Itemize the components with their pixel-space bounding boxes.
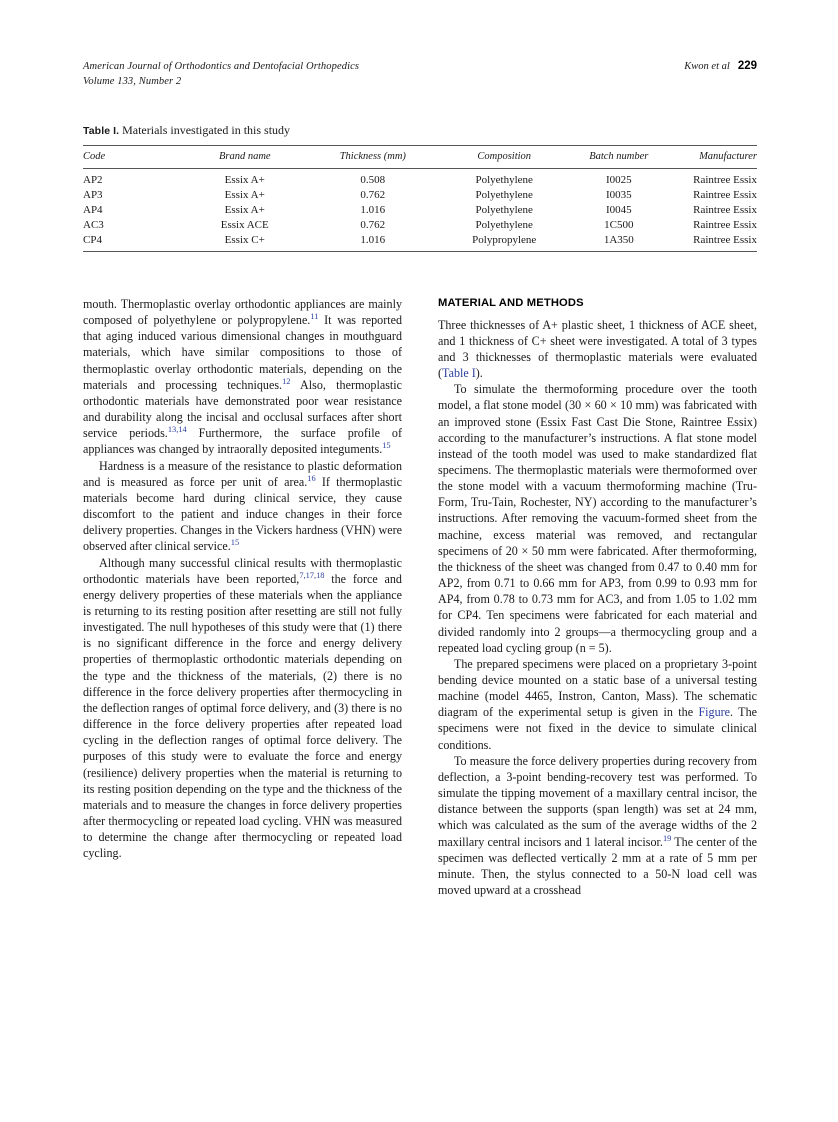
cell-batch: I0025 xyxy=(605,173,632,186)
cell-brand: Essix A+ xyxy=(224,173,265,186)
citation-ref[interactable]: 15 xyxy=(382,441,391,451)
cell-brand: Essix ACE xyxy=(220,218,269,231)
paragraph-continued xyxy=(83,296,402,458)
left-column xyxy=(83,296,402,898)
journal-title-block xyxy=(83,60,359,90)
table-body xyxy=(83,168,757,251)
cell-composition: Polyethylene xyxy=(475,173,533,186)
paragraph-hardness xyxy=(83,458,402,555)
running-head xyxy=(83,60,757,90)
cell-manufacturer: Raintree Essix xyxy=(693,188,757,201)
table-caption xyxy=(83,122,757,140)
right-column xyxy=(438,296,757,898)
para-text: The prepared specimens were placed on a proprietary 3-point bending device mounted on a static base of a universal testing machine (model 4465, Instron, Canton, Mass). The schematic diagram of the experimental setup is given in the xyxy=(438,656,757,720)
cell-brand: Essix A+ xyxy=(224,188,265,201)
citation-ref[interactable]: 12 xyxy=(282,376,291,386)
cell-batch: 1A350 xyxy=(603,233,634,246)
cell-composition: Polypropylene xyxy=(472,233,537,246)
citation-ref[interactable]: 15 xyxy=(230,538,240,548)
column-header-batch: Batch number xyxy=(568,145,669,168)
cell-code: AP3 xyxy=(83,188,103,201)
cell-code: AC3 xyxy=(83,218,104,231)
cell-manufacturer: Raintree Essix xyxy=(693,233,757,246)
para-text: It was reported that aging induced various dimensional changes in mouthguard materials, which have similar compositions to those of thermoplastic overlay orthodontic materials, depending on the materials and processing techniques. xyxy=(83,313,403,392)
citation-ref[interactable]: 11 xyxy=(310,312,319,322)
citation-ref[interactable]: 16 xyxy=(307,473,316,483)
page-number: 229 xyxy=(737,60,757,72)
cell-code: AP2 xyxy=(83,173,103,186)
citation-ref[interactable]: 7,17,18 xyxy=(299,570,325,580)
table-row xyxy=(83,202,757,217)
cell-thickness: 0.762 xyxy=(360,218,386,231)
section-heading-material-and-methods: MATERIAL AND METHODS xyxy=(438,297,584,309)
para-text: . The specimens were not fixed in the device to simulate clinical conditions. xyxy=(438,705,757,752)
para-text: ). xyxy=(475,366,483,381)
cell-composition: Polyethylene xyxy=(475,188,533,201)
table-header xyxy=(83,145,757,168)
para-text: mouth. Thermoplastic overlay orthodontic appliances are mainly composed of polyethylene or polypropylene. xyxy=(83,297,402,328)
table-row xyxy=(83,232,757,251)
column-header-thickness: Thickness (mm) xyxy=(305,145,440,168)
table-row xyxy=(83,217,757,232)
table-row xyxy=(83,187,757,202)
journal-volume-issue: Volume 133, Number 2 xyxy=(83,75,182,87)
cell-code: CP4 xyxy=(83,233,102,246)
cell-batch: I0045 xyxy=(605,203,632,216)
materials-table xyxy=(83,145,757,252)
running-head-authors: Kwon et al xyxy=(684,61,730,72)
para-text: Although many successful clinical results with thermoplastic orthodontic materials have been reported, xyxy=(83,555,402,586)
table-block xyxy=(83,122,757,252)
cell-manufacturer: Raintree Essix xyxy=(693,173,757,186)
paragraph-materials xyxy=(438,317,757,382)
cell-code: AP4 xyxy=(83,203,103,216)
cell-brand: Essix A+ xyxy=(224,203,265,216)
paragraph-hypotheses xyxy=(83,555,402,862)
column-header-manufacturer: Manufacturer xyxy=(669,145,757,168)
column-header-brand: Brand name xyxy=(184,145,305,168)
citation-ref[interactable]: 13,14 xyxy=(167,425,187,435)
para-text: Also, thermoplastic orthodontic materials have demonstrated poor wear resistance and durability along the incisal and occlusal surfaces after short service periods. xyxy=(83,377,402,441)
table-i-link[interactable]: Table I xyxy=(442,366,476,381)
figure-link[interactable]: Figure xyxy=(698,705,731,720)
cell-brand: Essix C+ xyxy=(224,233,265,246)
running-head-right xyxy=(684,60,757,72)
cell-composition: Polyethylene xyxy=(475,218,533,231)
body-columns xyxy=(83,296,757,898)
paragraph-bending-device xyxy=(438,656,757,753)
table-row xyxy=(83,168,757,187)
cell-manufacturer: Raintree Essix xyxy=(693,203,757,216)
cell-thickness: 0.762 xyxy=(360,188,386,201)
citation-ref[interactable]: 19 xyxy=(662,833,672,843)
cell-composition: Polyethylene xyxy=(475,203,533,216)
para-text: If thermoplastic materials become hard during clinical service, they cause discomfort to the patient and induce changes in their force delivery properties. Changes in the Vickers hardness (VHN) were observed after clinical service. xyxy=(83,474,402,554)
para-text: The center of the specimen was deflected vertically 2 mm at a rate of 5 mm per minute. Then, the stylus connected to a 50-N load cell was moved upward at a crosshead xyxy=(438,834,757,898)
cell-batch: 1C500 xyxy=(604,218,634,231)
table-header-row xyxy=(83,145,757,168)
cell-thickness: 1.016 xyxy=(360,203,386,216)
table-title: Materials investigated in this study xyxy=(122,123,291,137)
paragraph-thermoforming: To simulate the thermoforming procedure over the tooth model, a flat stone model (30 × 60 × 10 mm) was fabricated with an improved stone (Essix Fast Cast Die Stone, Raintree Essix) according to the manufacturer’s instructions. A flat stone model instead of the tooth model was used to make standardized flat specimens. The thermoplastic materials were thermoformed over the stone model with a vacuum thermoforming machine (Tru-Form, Tru-Tain, Rochester, NY) according to the manufacturer’s instructions. After removing the vacuum-formed sheet from the machine, excess material was removed, and rectangular specimens of 20 × 50 mm were fabricated. After thermoforming, the thickness of the sheet was changed from 0.47 to 0.40 mm for AP2, from 0.71 to 0.66 mm for AP3, from 0.99 to 0.93 mm for AP4, from 0.78 to 0.73 mm for AC3, and from 1.05 to 1.02 mm for CP4. Ten specimens were fabricated for each material and divided randomly into 2 groups—a thermocycling group and a repeated load cycling group (n = 5). xyxy=(438,382,757,655)
cell-batch: I0035 xyxy=(605,188,632,201)
para-text: Furthermore, the surface profile of appliances was changed by intraorally deposited integuments. xyxy=(83,426,402,457)
column-header-code: Code xyxy=(83,145,184,168)
para-text: Hardness is a measure of the resistance to plastic deformation and is measured as force per unit of area. xyxy=(83,458,402,489)
table-label: Table I. xyxy=(83,125,120,137)
cell-thickness: 1.016 xyxy=(360,233,386,246)
column-header-composition: Composition xyxy=(440,145,568,168)
para-text: To measure the force delivery properties during recovery from deflection, a 3-point bending-recovery test was performed. To simulate the tipping movement of a maxillary central incisor, the distance between the supports (span length) was set at 24 mm, which was calculated as the sum of the average widths of the 2 maxillary central incisors and 1 lateral incisor. xyxy=(438,753,757,849)
para-text: Three thicknesses of A+ plastic sheet, 1 thickness of ACE sheet, and 1 thickness of C+ sheet were investigated. A total of 3 types and 3 thicknesses of thermoplastic materials were evaluated ( xyxy=(438,317,757,381)
cell-thickness: 0.508 xyxy=(360,173,386,186)
paragraph-force-measurement xyxy=(438,753,757,898)
cell-manufacturer: Raintree Essix xyxy=(693,218,757,231)
para-text: the force and energy delivery properties of these materials when the appliance is returning to its resting position after resetting are still not fully investigated. The null hypotheses of this study were that (1) there is no significant difference in the force and energy delivery properties of thermoplastic orthodontic materials depending on the type and the thickness of the materials, (2) there is no difference in the force delivery properties after thermocycling in the deflection ranges of optimal force delivery, and (3) there is no difference in the force delivery properties after repeated load cycling in the deflection ranges of optimal force delivery. The purposes of this study were to evaluate the force and energy (resilience) delivery properties when the material is returning to its resting position depending on the type and the thickness of the materials and to measure the changes in force delivery properties after thermocycling or repeated load cycling. VHN was measured to determine the change after thermocycling or repeated load cycling. xyxy=(83,571,402,861)
journal-name: American Journal of Orthodontics and Dentofacial Orthopedics xyxy=(83,61,360,72)
